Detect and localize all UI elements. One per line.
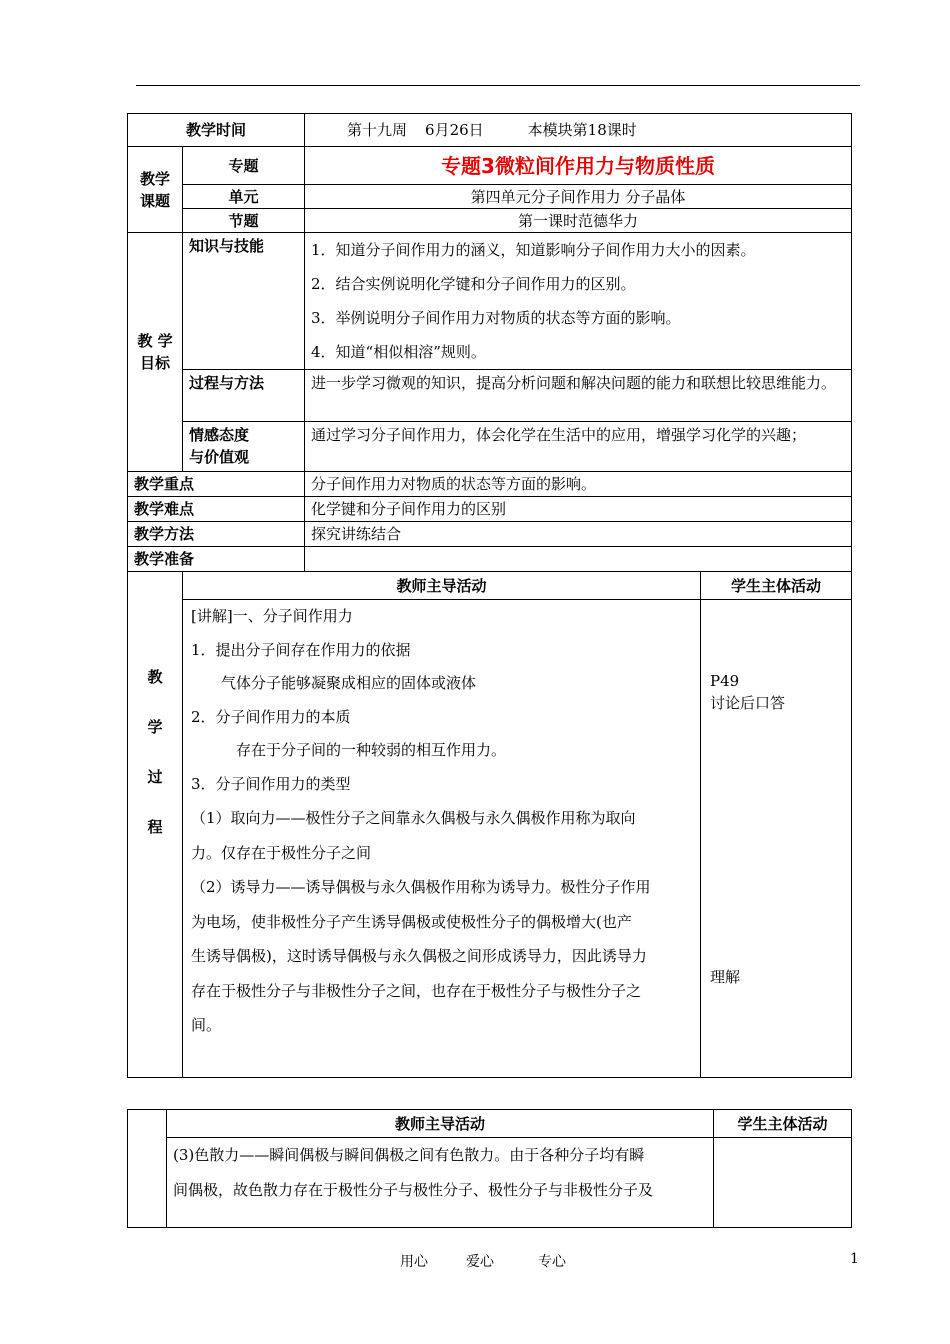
- time-date: 6月26日: [425, 121, 484, 139]
- student-note: P49: [710, 672, 740, 690]
- emotion-label: 情感态度 与价值观: [183, 422, 305, 472]
- teacher-line: 1．提出分子间存在作用力的依据: [191, 640, 411, 659]
- knowledge-item: 2．结合实例说明化学键和分子间作用力的区别。: [311, 275, 636, 293]
- page-number: 1: [850, 1251, 859, 1267]
- footer-motto: 专心: [538, 1254, 566, 1270]
- continuation-side-cell: [128, 1110, 167, 1228]
- continuation-student-body: [714, 1138, 852, 1228]
- process-method-label: 过程与方法: [183, 370, 305, 422]
- info-row-label: 教学准备: [128, 547, 305, 572]
- info-row-value: 分子间作用力对物质的状态等方面的影响。: [305, 472, 852, 497]
- teacher-line: 2．分子间作用力的本质: [191, 707, 351, 726]
- info-row-value: 化学键和分子间作用力的区别: [305, 497, 852, 522]
- knowledge-item: 3．举例说明分子间作用力对物质的状态等方面的影响。: [311, 309, 681, 327]
- topic-group-label: 教学 课题: [128, 147, 183, 233]
- process-side-char: 学: [147, 718, 163, 736]
- teacher-activity-header: 教师主导活动: [183, 572, 701, 600]
- teacher-line: 为电场，使非极性分子产生诱导偶极或使极性分子的偶极增大(也产: [191, 912, 632, 931]
- subject-value: 专题3微粒间作用力与物质性质: [305, 147, 852, 185]
- student-activity-header: 学生主体活动: [701, 572, 852, 600]
- footer-motto: 爱心: [466, 1254, 494, 1270]
- unit-value: 第四单元分子间作用力 分子晶体: [305, 185, 852, 209]
- teacher-line: 3．分子间作用力的类型: [191, 774, 351, 793]
- info-row-value: 探究讲练结合: [305, 522, 852, 547]
- process-side-char: 过: [147, 768, 163, 786]
- lesson-plan-table: [127, 113, 852, 1078]
- process-side-char: 教: [147, 668, 163, 686]
- teacher-line: 间。: [191, 1016, 222, 1034]
- teacher-line: 存在于分子间的一种较弱的相互作用力。: [191, 741, 507, 759]
- footer-motto: 用心: [400, 1254, 428, 1270]
- header-rule: [136, 85, 860, 86]
- teacher-activity-body: [183, 600, 701, 1078]
- info-row-label: 教学方法: [128, 522, 305, 547]
- goals-group-label: 教 学 目标: [128, 233, 183, 472]
- teacher-line: 间偶极，故色散力存在于极性分子与极性分子、极性分子与非极性分子及: [173, 1180, 654, 1199]
- teacher-line: 力。仅存在于极性分子之间: [191, 843, 372, 862]
- process-side-char: 程: [147, 818, 163, 836]
- continuation-table: [127, 1109, 852, 1228]
- subject-label: 专题: [183, 147, 305, 185]
- info-row-label: 教学难点: [128, 497, 305, 522]
- info-row-label: 教学重点: [128, 472, 305, 497]
- time-lesson: 本模块第18课时: [527, 121, 637, 139]
- process-side-label: [128, 572, 183, 1078]
- teacher-line: [讲解]一、分子间作用力: [191, 607, 353, 625]
- continuation-student-header: 学生主体活动: [714, 1110, 852, 1138]
- section-label: 节题: [183, 209, 305, 233]
- unit-label: 单元: [183, 185, 305, 209]
- teacher-line: （1）取向力——极性分子之间靠永久偶极与永久偶极作用称为取向: [191, 809, 636, 827]
- emotion-value: 通过学习分子间作用力，体会化学在生活中的应用，增强学习化学的兴趣；: [305, 422, 852, 472]
- teacher-line: (3)色散力——瞬间偶极与瞬间偶极之间有色散力。由于各种分子均有瞬: [173, 1146, 645, 1164]
- section-value: 第一课时范德华力: [305, 209, 852, 233]
- student-note: 理解: [710, 968, 741, 986]
- continuation-teacher-header: 教师主导活动: [167, 1110, 714, 1138]
- time-label: 教学时间: [128, 114, 305, 147]
- teacher-line: 气体分子能够凝聚成相应的固体或液体: [191, 674, 477, 692]
- student-activity-body: [701, 600, 852, 1078]
- info-row-value: [305, 547, 852, 572]
- teacher-line: 生诱导偶极)，这时诱导偶极与永久偶极之间形成诱导力，因此诱导力: [191, 947, 647, 965]
- knowledge-label: 知识与技能: [183, 233, 305, 370]
- knowledge-items: [305, 233, 852, 370]
- knowledge-item: 4．知道“相似相溶”规则。: [311, 343, 486, 361]
- teacher-line: （2）诱导力——诱导偶极与永久偶极作用称为诱导力。极性分子作用: [191, 878, 651, 896]
- time-value: [305, 114, 852, 147]
- continuation-teacher-body: [167, 1138, 714, 1228]
- knowledge-item: 1．知道分子间作用力的涵义，知道影响分子间作用力大小的因素。: [311, 241, 756, 259]
- teacher-line: 存在于极性分子与非极性分子之间，也存在于极性分子与极性分子之: [191, 981, 642, 1000]
- time-week: 第十九周: [347, 121, 408, 139]
- student-note: 讨论后口答: [710, 694, 786, 712]
- process-method-value: 进一步学习微观的知识，提高分析问题和解决问题的能力和联想比较思维能力。: [305, 370, 852, 422]
